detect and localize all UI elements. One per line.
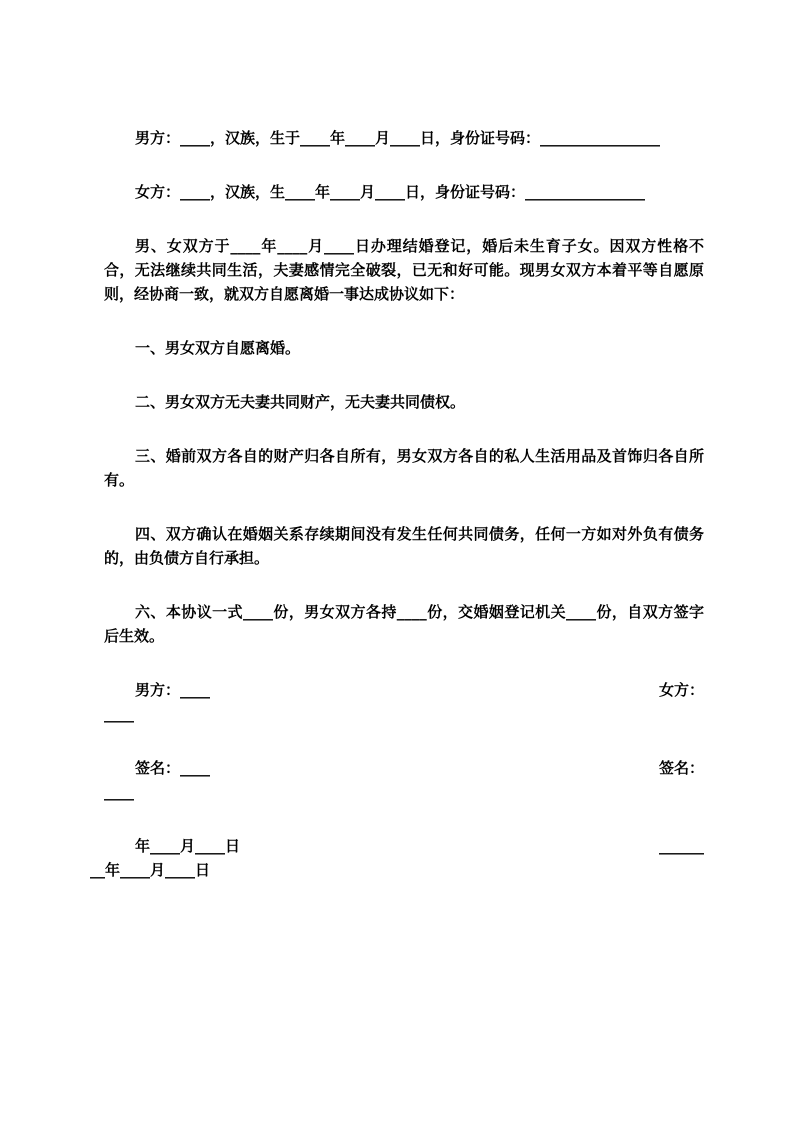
male-sign-line: 签名：____ [135,759,211,777]
party-name-signature-block [104,678,704,726]
female-sign-line: 签名： [658,759,704,777]
clause-1-paragraph: 一、男女双方自愿离婚。 [135,339,301,357]
female-date-blank-lead: ______ [659,837,704,855]
date-row [104,834,704,858]
male-party-info-paragraph: 男方：____，汉族，生于____年____月____日，身份证号码：________________ [135,129,661,147]
male-date-line: 年____月____日 [135,837,241,855]
sign-name-block [104,756,704,804]
clause-6-paragraph: 六、本协议一式____份，男女双方各持____份，交婚姻登记机关____份，自双方签字后生效。 [104,603,704,645]
female-party-info-paragraph: 女方：____，汉族，生____年____月____日，身份证号码：________________ [135,183,646,201]
date-block [90,834,704,882]
female-name-line: 女方： [658,681,704,699]
clause-4-paragraph: 四、双方确认在婚姻关系存续期间没有发生任何共同债务，任何一方如对外负有债务的，由负债方自行承担。 [104,525,704,567]
female-name-blank-wrap: ____ [104,705,134,723]
female-sign-blank-wrap: ____ [104,783,134,801]
clause-3-paragraph: 三、婚前双方各自的财产归各自所有，男女双方各自的私人生活用品及首饰归各自所有。 [104,447,704,489]
preamble-paragraph: 男、女双方于____年____月____日办理结婚登记，婚后未生育子女。因双方性格不合，无法继续共同生活，夫妻感情完全破裂，已无和好可能。现男女双方本着平等自愿原则，经协商一致，就双方自愿离婚一事达成协议如下： [104,237,704,303]
party-name-row [104,678,704,702]
sign-name-row [104,756,704,780]
clause-2-paragraph: 二、男女双方无夫妻共同财产，无夫妻共同债权。 [135,393,466,411]
female-date-line-wrap: __年____月____日 [90,861,211,879]
male-name-line: 男方：____ [135,681,211,699]
